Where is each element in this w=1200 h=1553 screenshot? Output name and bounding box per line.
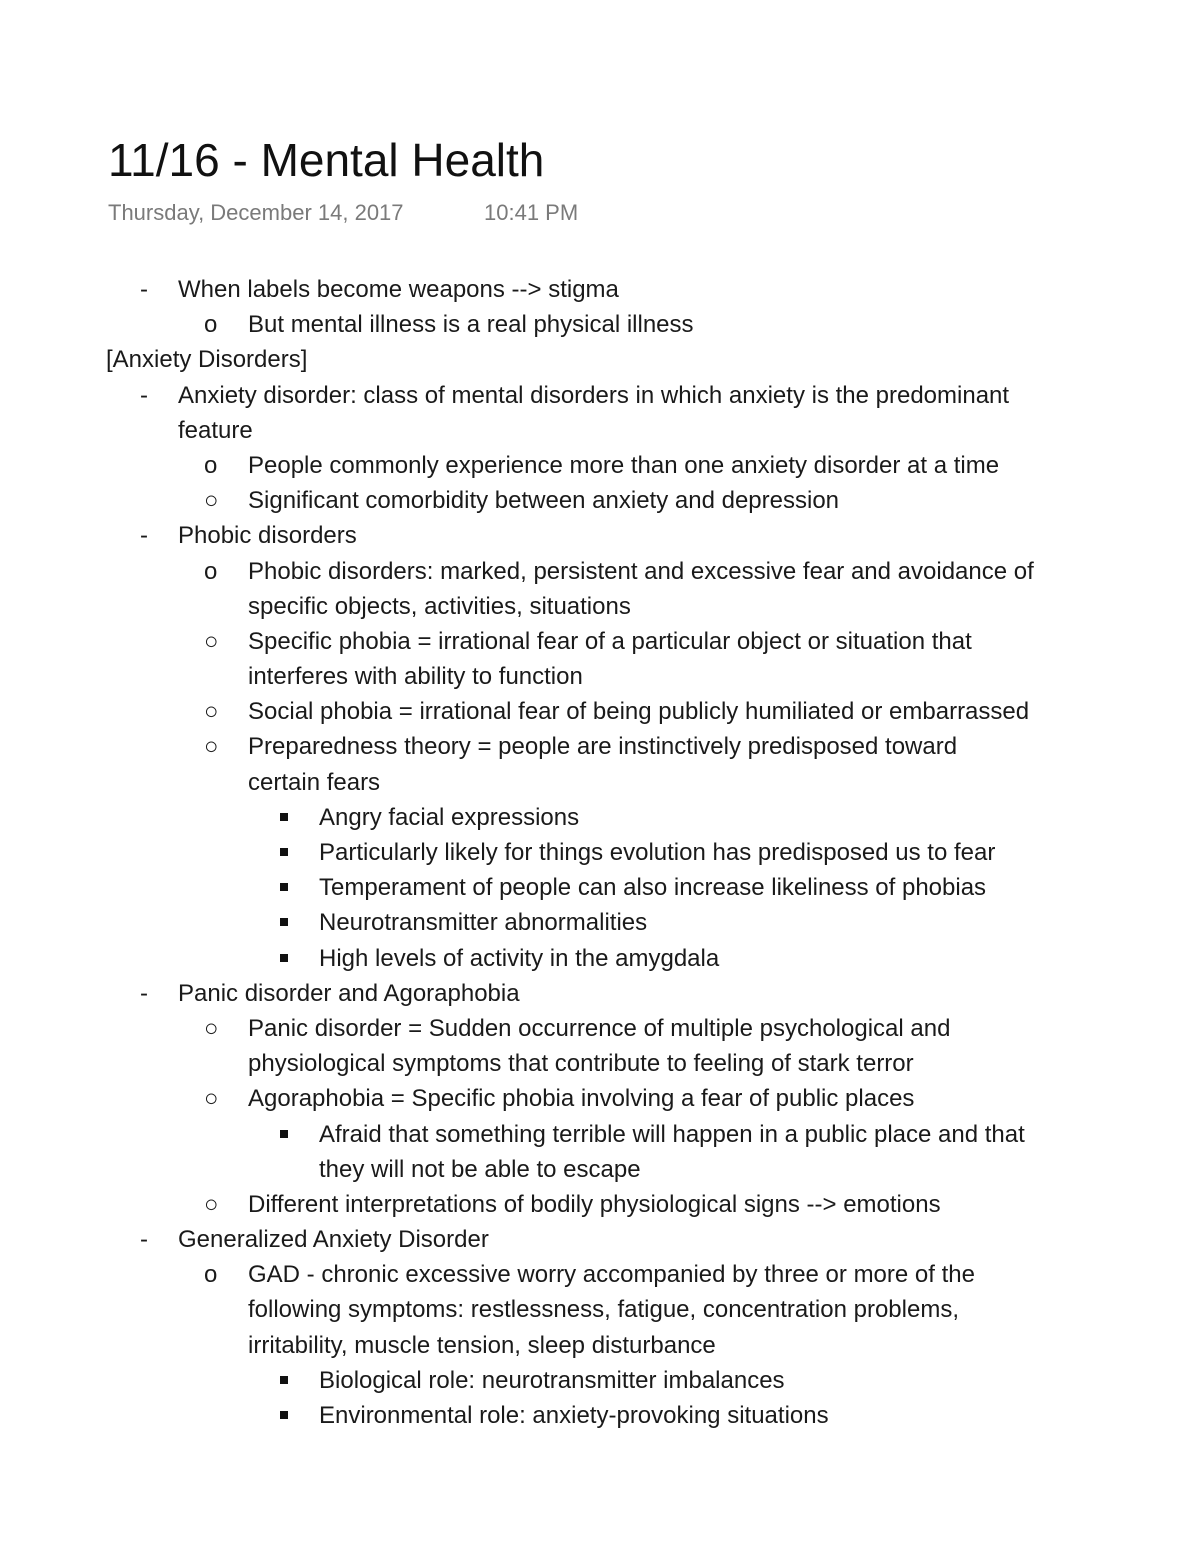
square-bullet-icon [280,813,288,821]
circle-bullet-icon: ○ [204,1190,219,1218]
dash-bullet-icon: - [140,381,148,409]
square-bullet-icon [280,954,288,962]
list-item-text: they will not be able to escape [319,1155,641,1183]
dash-bullet-icon: - [140,522,148,550]
list-item-text: Temperament of people can also increase likeliness of phobias [319,874,987,902]
list-item [0,835,1200,870]
square-bullet-icon [280,1130,288,1138]
list-item [0,554,1200,589]
list-item-text: Significant comorbidity between anxiety and depression [248,487,840,515]
list-item-text: irritability, muscle tension, sleep disturbance [248,1331,716,1359]
square-bullet-icon [280,883,288,891]
page-title: 11/16 - Mental Health [108,134,545,186]
list-item [0,1081,1200,1116]
list-item [0,413,1200,448]
list-item-text: certain fears [248,768,381,796]
list-item [0,307,1200,342]
list-item-text: But mental illness is a real physical illness [248,311,694,339]
list-item-text: Preparedness theory = people are instinctively predisposed toward [248,733,958,761]
list-item-text: People commonly experience more than one anxiety disorder at a time [248,451,1000,479]
list-item-text: Different interpretations of bodily physiological signs --> emotions [248,1190,941,1218]
list-item-text: Panic disorder and Agoraphobia [178,979,520,1007]
list-item-text: Biological role: neurotransmitter imbalances [319,1366,785,1394]
list-item [0,1398,1200,1433]
list-item-text: Social phobia = irrational fear of being publicly humiliated or embarrassed [248,698,1030,726]
list-item-text: Panic disorder = Sudden occurrence of multiple psychological and [248,1014,951,1042]
list-item [0,342,1200,377]
list-item [0,1328,1200,1363]
list-item [0,378,1200,413]
list-item-text: Agoraphobia = Specific phobia involving a fear of public places [248,1085,915,1113]
list-item-text: Generalized Anxiety Disorder [178,1226,489,1254]
square-bullet-icon [280,848,288,856]
list-item [0,765,1200,800]
list-item-text: Specific phobia = irrational fear of a particular object or situation that [248,627,972,655]
circle-bullet-icon: ○ [204,1014,219,1042]
list-item-text: physiological symptoms that contribute to feeling of stark terror [248,1050,914,1078]
list-item [0,976,1200,1011]
list-item [0,1222,1200,1257]
list-item-text: When labels become weapons --> stigma [178,276,619,303]
list-item-text: High levels of activity in the amygdala [319,944,720,972]
note-date: Thursday, December 14, 2017 [108,200,404,225]
circle-bullet-icon: ○ [204,1085,219,1113]
list-item [0,272,1200,307]
list-item [0,659,1200,694]
square-bullet-icon [280,1376,288,1384]
list-item-text: specific objects, activities, situations [248,592,631,620]
list-item-text: Phobic disorders [178,522,357,550]
circle-bullet-icon: o [204,451,218,479]
note-time: 10:41 PM [484,200,579,225]
list-item [0,941,1200,976]
circle-bullet-icon: ○ [204,627,219,655]
dash-bullet-icon: - [140,979,148,1007]
list-item [0,694,1200,729]
list-item-text: interferes with ability to function [248,663,583,691]
list-item [0,1257,1200,1292]
dash-bullet-icon: - [140,276,148,303]
list-item [0,1046,1200,1081]
list-item-text: Neurotransmitter abnormalities [319,909,648,937]
list-item [0,729,1200,764]
circle-bullet-icon: ○ [204,733,219,761]
circle-bullet-icon: o [204,311,218,339]
square-bullet-icon [280,1411,288,1419]
circle-bullet-icon: o [204,557,218,585]
circle-bullet-icon: o [204,1261,218,1289]
list-item [0,905,1200,940]
list-item [0,448,1200,483]
square-bullet-icon [280,918,288,926]
list-item [0,800,1200,835]
list-item-text: [Anxiety Disorders] [106,346,308,374]
list-item-text: following symptoms: restlessness, fatigue, concentration problems, [248,1296,959,1324]
list-item-text: Environmental role: anxiety-provoking situations [319,1402,829,1429]
circle-bullet-icon: ○ [204,698,219,726]
note-body [0,272,1200,1433]
list-item [0,1117,1200,1152]
list-item [0,518,1200,553]
list-item [0,1292,1200,1327]
list-item [0,483,1200,518]
list-item [0,1152,1200,1187]
list-item [0,1363,1200,1398]
list-item-text: Angry facial expressions [319,803,580,831]
list-item-text: GAD - chronic excessive worry accompanied by three or more of the [248,1261,975,1289]
list-item-text: Afraid that something terrible will happen in a public place and that [319,1120,1025,1148]
circle-bullet-icon: ○ [204,487,219,515]
list-item [0,624,1200,659]
list-item [0,589,1200,624]
list-item-text: Anxiety disorder: class of mental disorders in which anxiety is the predominant [178,381,1010,409]
list-item [0,1011,1200,1046]
list-item [0,1187,1200,1222]
list-item-text: Phobic disorders: marked, persistent and excessive fear and avoidance of [248,557,1034,585]
dash-bullet-icon: - [140,1226,148,1254]
list-item [0,870,1200,905]
list-item-text: Particularly likely for things evolution has predisposed us to fear [319,839,996,866]
list-item-text: feature [178,416,253,444]
